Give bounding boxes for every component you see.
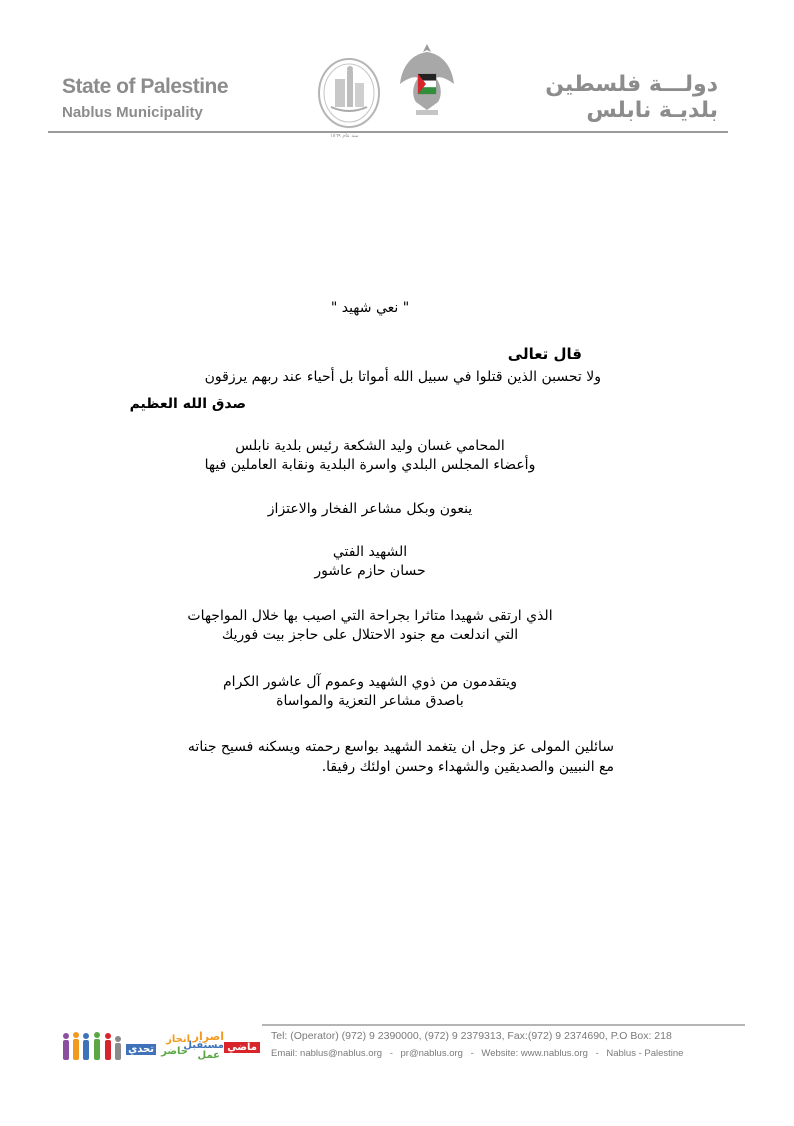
paragraph-line: المحامي غسان وليد الشكعة رئيس بلدية نابلس <box>235 438 505 454</box>
footer-separator: - <box>389 1048 393 1059</box>
footer-divider <box>262 1024 745 1026</box>
slogan-word: تحدي <box>128 1044 154 1055</box>
paragraph-line: مع النبيين والصديقين والشهداء وحسن اولئك رفيقا. <box>321 759 614 775</box>
paragraph-line: الذي ارتقى شهيدا متاثرا بجراحة التي اصيب بها خلال المواجهات <box>187 608 553 624</box>
palestine-eagle-emblem <box>398 40 456 122</box>
municipality-name-en: Nablus Municipality <box>62 104 203 121</box>
slogan-word: حاضر <box>161 1046 188 1057</box>
paragraph-circumstances <box>120 607 620 645</box>
footer-contact-info: Tel: (Operator) (972) 9 2390000, (972) 9 2379313, Fax:(972) 9 2374690, P.O Box: 218 <box>271 1030 672 1042</box>
verse-intro: قال تعالى <box>507 345 582 363</box>
state-name-ar: دولـــة فلسطين <box>545 72 718 97</box>
header-divider <box>48 131 728 133</box>
paragraph-line: ينعون وبكل مشاعر الفخار والاعتزاز <box>267 501 473 517</box>
footer-email: Email: nablus@nablus.org <box>271 1048 383 1059</box>
paragraph-martyr-name <box>120 543 620 581</box>
header-arabic <box>545 72 718 124</box>
slogan-word: مستقبل <box>183 1040 224 1051</box>
paragraph-line: سائلين المولى عز وجل ان يتغمد الشهيد بواسع رحمته ويسكنه فسيح جناته <box>187 739 614 755</box>
paragraph-condolences <box>120 673 620 711</box>
footer-email-pr: pr@nablus.org <box>400 1048 463 1059</box>
nablus-seal-logo <box>317 57 381 129</box>
header-english <box>62 74 228 121</box>
paragraph-line: ويتقدمون من ذوي الشهيد وعموم آل عاشور الكرام <box>223 674 517 690</box>
slogan-word: انجاز <box>166 1034 190 1045</box>
slogan-word: اصرار <box>192 1030 224 1043</box>
footer-separator: - <box>595 1048 599 1059</box>
paragraph-line: وأعضاء المجلس البلدي واسرة البلدية ونقابة العاملين فيها <box>204 457 536 473</box>
letter-title-text: " نعي شهيد " <box>330 300 410 316</box>
slogan-words <box>128 1030 260 1062</box>
verse-closing: صدق الله العظيم <box>129 396 246 412</box>
letter-title <box>120 299 620 318</box>
paragraph-mourners <box>120 437 620 475</box>
footer-location: Nablus - Palestine <box>606 1048 684 1059</box>
paragraph-line: الشهيد الفتي <box>332 544 408 560</box>
paragraph-line: التي اندلعت مع جنود الاحتلال على حاجز بيت فوريك <box>221 627 519 643</box>
footer-separator: - <box>470 1048 474 1059</box>
municipality-name-ar: بلديـة نابلس <box>586 98 718 123</box>
paragraph-announcement <box>120 500 620 519</box>
paragraph-line: حسان حازم عاشور <box>314 563 426 579</box>
paragraph-line: باصدق مشاعر التعزية والمواساة <box>276 693 464 709</box>
slogan-word: عمل <box>197 1050 220 1061</box>
quran-verse: ولا تحسبن الذين قتلوا في سبيل الله أمواتا بل أحياء عند ربهم يرزقون <box>204 369 601 385</box>
slogan-word: ماضي <box>224 1042 260 1053</box>
seal-caption: منذ عام ١٨٦٩ <box>330 133 359 139</box>
footer-web-info <box>271 1048 683 1059</box>
people-silhouettes-icon <box>60 1030 126 1062</box>
footer-website: Website: www.nablus.org <box>481 1048 588 1059</box>
state-name-en: State of Palestine <box>62 75 229 98</box>
paragraph-prayer <box>164 737 614 777</box>
slogan-logo <box>60 1030 260 1062</box>
